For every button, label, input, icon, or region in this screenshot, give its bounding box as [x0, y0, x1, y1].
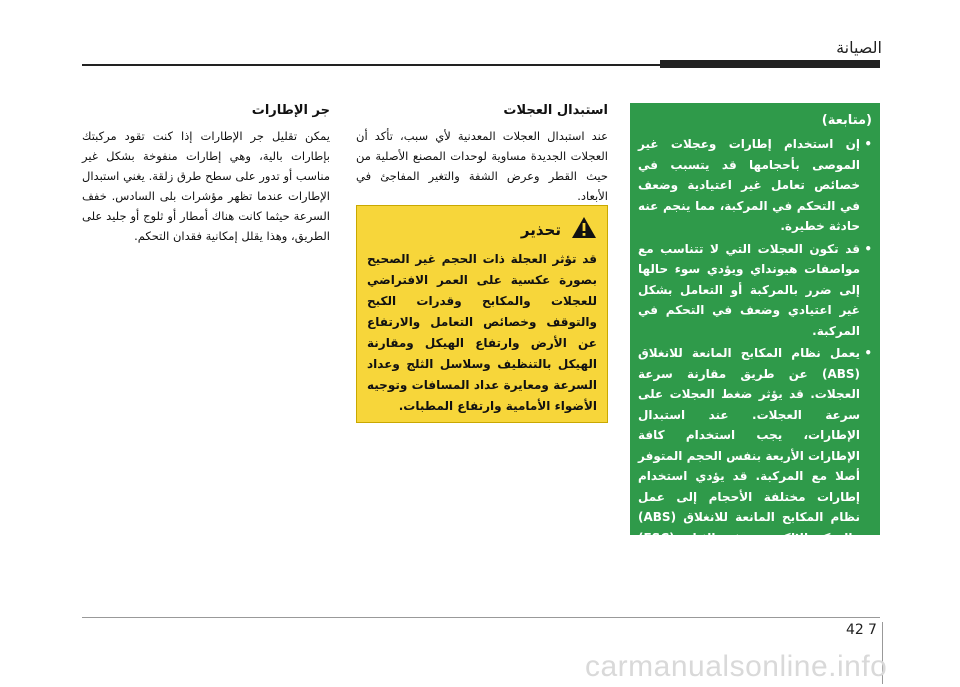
left-column	[82, 103, 330, 246]
note-item: • يعمل نظام المكابح المانعة للانغلاق (ABS) عن طريق مقارنة سرعة العجلات. قد يؤثر ضغط العجلات على سرعة العجلات. عند استبدال الإطارات، يجب استخدام كافة الإطارات الأربعة بنفس الحجم المتوفر أصلا مع المركبة. قد يؤدي استخدام إطارات مختلفة الأحجام إلى عمل نظام المكابح المانعة للانغلاق (ABS) والتحكم الإلكتروني في الثبات (ESC) (إن وجد) بصورة غير منتظمة.	[638, 346, 872, 565]
warning-triangle-icon	[571, 216, 597, 243]
warning-text: قد تؤثر العجلة ذات الحجم غير الصحيح بصورة عكسية على العمر الافتراضي للعجلات والمكابح وقدرات الكبح والتوقف وخصائص التعامل والارتفاع عن الأرض وارتفاع الهيكل ومقارنة الهيكل بالتنظيف وسلاسل الثلج وعداد السرعة ومعايرة عداد المسافات وتوجيه الأضواء الأمامية وارتفاع المطبات.	[367, 252, 597, 413]
watermark: carmanualsonline.info	[585, 650, 888, 683]
note-item-text: إن استخدام إطارات وعجلات غير الموصى بأحجامها قد يتسبب في خصائص تعامل غير اعتيادية وضعف في التحكم في المركبة، مما ينجم عنه حادثة خطيرة.	[638, 137, 860, 233]
warning-title: تحذير	[520, 220, 561, 239]
note-item-text: قد تكون العجلات التي لا تتناسب مع مواصفات هيونداي ويؤدي سوء حالها إلى ضرر بالمركبة أو التعامل بشكل غير اعتيادي وضعف في التحكم في المركبة.	[638, 241, 860, 338]
header-title: الصيانة	[836, 38, 882, 57]
note-box	[630, 103, 880, 565]
wheel-replacement-heading: استبدال العجلات	[503, 103, 608, 118]
footer-line	[82, 617, 880, 618]
warning-header	[367, 216, 597, 243]
warning-box	[356, 205, 608, 423]
note-list	[638, 134, 872, 569]
note-item: • إن استخدام إطارات وعجلات غير الموصى بأحجامها قد يتسبب في خصائص تعامل غير اعتيادية وضعف في التحكم في المركبة، مما ينجم عنه حادثة خطيرة.	[638, 137, 872, 233]
tire-traction-text: يمكن تقليل جر الإطارات إذا كنت تقود مركبتك بإطارات بالية، وهي إطارات منفوخة بشكل غير مناسب أو تدور على سطح طرق زلقة. يغني استبدال الإطارات عندما تظهر مؤشرات بلى السادس. خفف السرعة حيثما كانت هناك أمطار أو ثلوج أو جليد على الطريق، وهذا يقلل إمكانية فقدان التحكم.	[82, 129, 330, 243]
middle-column	[356, 103, 608, 206]
page-number: 42	[846, 622, 864, 638]
note-item: • قد تكون العجلات التي لا تتناسب مع مواصفات هيونداي ويؤدي سوء حالها إلى ضرر بالمركبة أو التعامل بشكل غير اعتيادي وضعف في التحكم في المركبة.	[638, 241, 872, 338]
note-item-text: يعمل نظام المكابح المانعة للانغلاق (ABS) عن طريق مقارنة سرعة العجلات. قد يؤثر ضغط العجلات على سرعة العجلات. عند استبدال الإطارات، يجب استخدام كافة الإطارات الأربعة بنفس الحجم المتوفر أصلا مع المركبة. قد يؤدي استخدام إطارات مختلفة الأحجام إلى عمل نظام المكابح المانعة للانغلاق (ABS) والتحكم الإلكتروني في الثبات (ESC) (إن وجد) بصورة غير منتظمة.	[638, 346, 860, 565]
header-bar	[660, 60, 880, 68]
note-title: (متابعة)	[821, 113, 872, 128]
wheel-replacement-text: عند استبدال العجلات المعدنية لأي سبب، تأكد أن العجلات الجديدة مساوية لوحدات المصنع الأصلية من حيث القطر وعرض الشفة والتغير المفاجئ في الأبعاد.	[356, 129, 608, 203]
chapter-number: 7	[868, 622, 877, 638]
tire-traction-heading: جر الإطارات	[251, 103, 330, 118]
